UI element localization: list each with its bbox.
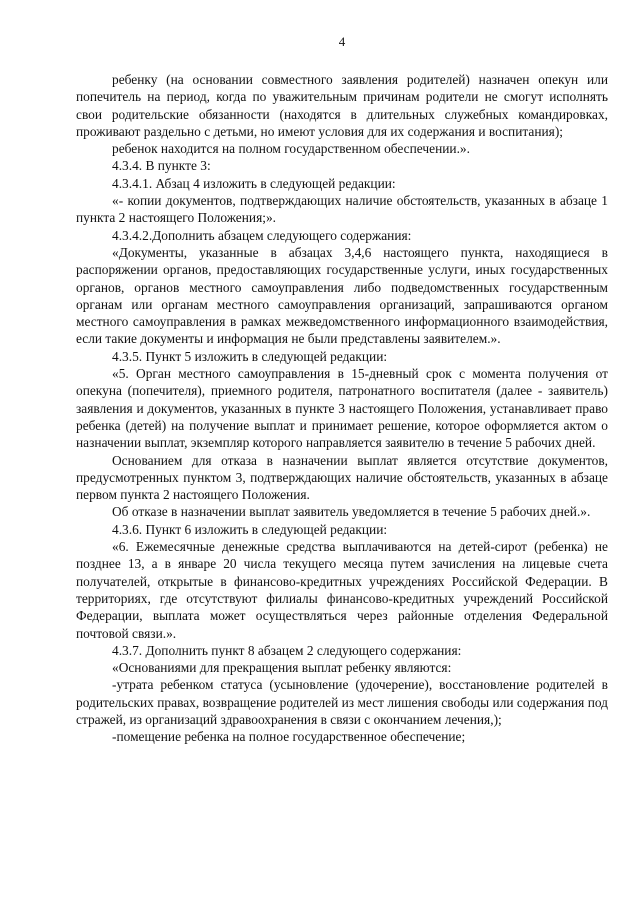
- paragraph-item-6-text: «6. Ежемесячные денежные средства выплачиваются на детей-сирот (ребенка) не позднее 13, а в январе 20 числа текущего месяца путем зачисления на лицевые счета получателей, открытые в финансово-кредитных учреждениях Российской Федерации. В территориях, где отсутствуют филиалы финансово-кредитных учреждений Российской Федерации, выплата может осуществляться через районные отделения Федеральной почтовой связи.».: [76, 539, 608, 641]
- paragraph-status-loss: -утрата ребенком статуса (усыновление (удочерение), восстановление родителей в родительских правах, возвращение родителей из мест лишения свободы или содержания под стражей, из организаций здравоохранения в связи с окончанием лечения,);: [76, 677, 608, 727]
- paragraph-state-placement: -помещение ребенка на полное государственное обеспечение;: [112, 729, 466, 745]
- paragraph-refusal-grounds: Основанием для отказа в назначении выплат является отсутствие документов, предусмотренных пунктом 3, подтверждающих наличие обстоятельств, указанных в абзаце первом пункта 2 настоящего Положения.: [76, 452, 608, 503]
- paragraph-4-3-6: 4.3.6. Пункт 6 изложить в следующей редакции:: [112, 521, 388, 537]
- paragraph-4-3-7: 4.3.7. Дополнить пункт 8 абзацем 2 следующего содержания:: [112, 642, 462, 658]
- paragraph-termination-grounds: «Основаниями для прекращения выплат ребенку являются:: [112, 660, 452, 676]
- paragraph-document-copies: «- копии документов, подтверждающих наличие обстоятельств, указанных в абзаце 1 пункта 2 настоящего Положения;».: [76, 193, 608, 226]
- paragraph-4-3-4-1: 4.3.4.1. Абзац 4 изложить в следующей редакции:: [112, 175, 396, 191]
- paragraph-4-3-5: 4.3.5. Пункт 5 изложить в следующей редакции:: [112, 348, 388, 364]
- paragraph-4-3-4-2: 4.3.4.2.Дополнить абзацем следующего содержания:: [112, 227, 412, 243]
- paragraph-item-5-text: «5. Орган местного самоуправления в 15-дневный срок с момента получения от опекуна (попечителя), приемного родителя, патронатного воспитателя (далее - заявитель) заявления и документов, указанных в пункте 3 настоящего Положения, устанавливает право ребенка (детей) на получение выплат и принимает решение, которое оформляется актом о назначении выплат, экземпляр которого направляется заявителю в течение 5 рабочих дней.: [76, 366, 608, 451]
- paragraph-4-3-4: 4.3.4. В пункте 3:: [112, 158, 211, 174]
- paragraph-guardian-appointment: ребенку (на основании совместного заявления родителей) назначен опекун или попечитель на период, когда по уважительным причинам родители не смогут исполнять свои родительские обязанности (находятся в длительных служебных командировках, проживают раздельно с детьми, но имеют условия для их содержания и воспитания);: [76, 72, 608, 139]
- page-number: 4: [338, 34, 346, 49]
- paragraph-interagency-documents: «Документы, указанные в абзацах 3,4,6 настоящего пункта, находящиеся в распоряжении органов, предоставляющих государственные услуги, иных государственных органов, органов местного самоуправления либо подведомственных государственным органам или органам местного самоуправления организаций, запрашиваются органом местного самоуправления в рамках межведомственного информационного взаимодействия, если такие документы и информация не были представлены заявителем.».: [76, 244, 608, 347]
- paragraph-refusal-notice: Об отказе в назначении выплат заявитель уведомляется в течение 5 рабочих дней.».: [112, 504, 591, 520]
- paragraph-state-support: ребенок находится на полном государственном обеспечении.».: [112, 141, 470, 157]
